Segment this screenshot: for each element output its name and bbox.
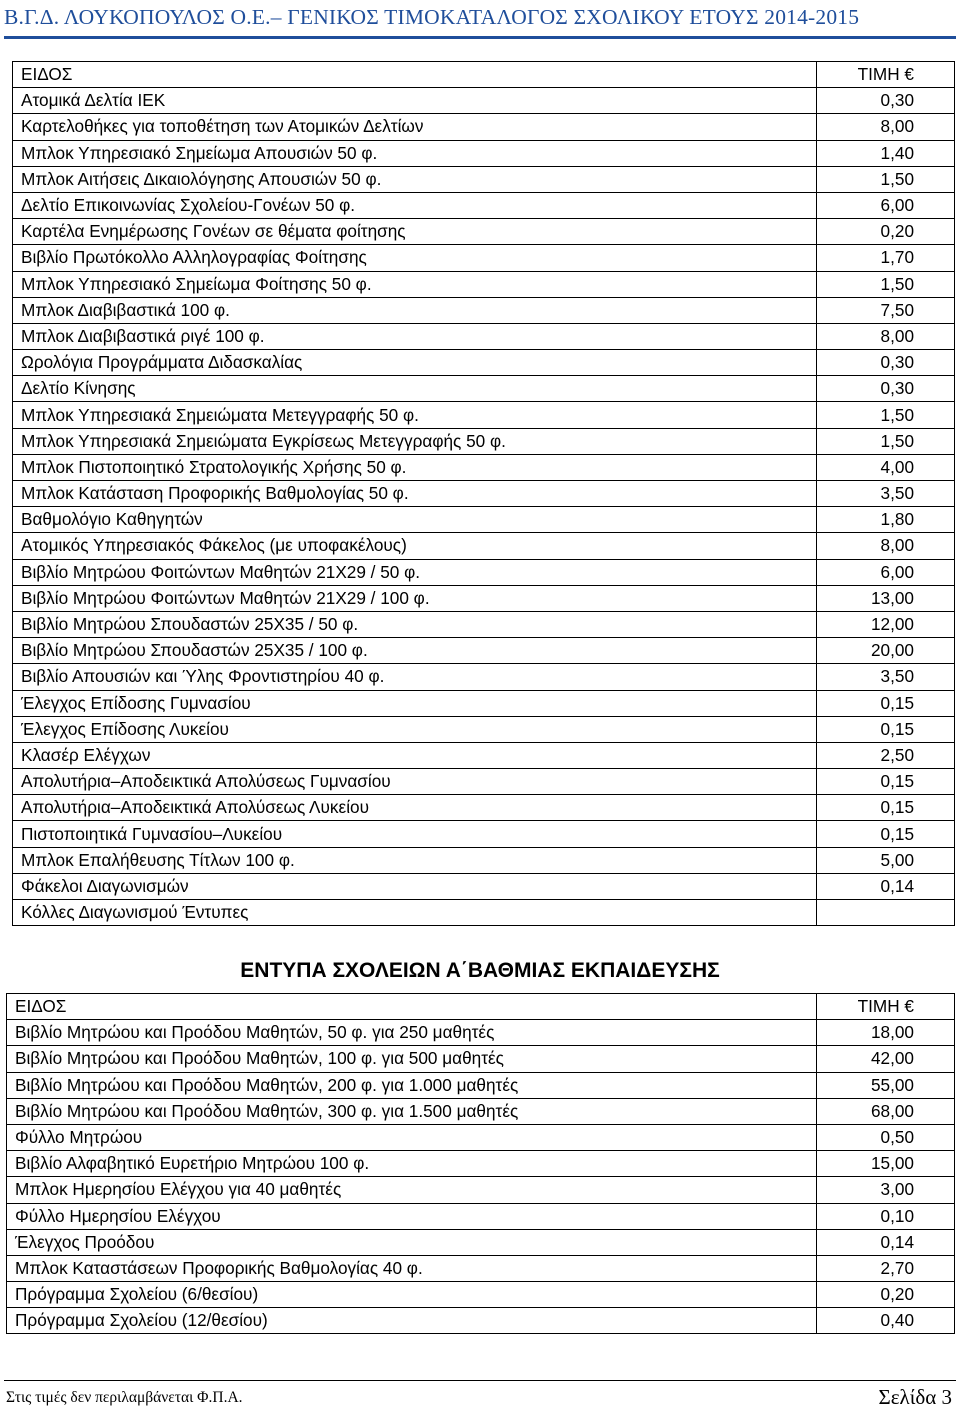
item-price: 68,00 [817,1098,955,1124]
table-row [7,1098,955,1124]
item-price: 8,00 [817,323,955,349]
table-row [13,323,955,349]
item-price: 1,80 [817,507,955,533]
table-row [13,664,955,690]
item-price: 0,15 [817,795,955,821]
item-name: Βιβλίο Πρωτόκολλο Αλληλογραφίας Φοίτησης [13,245,817,271]
table-row [13,376,955,402]
item-price: 0,10 [817,1203,955,1229]
item-name: Πιστοποιητικά Γυμνασίου–Λυκείου [13,821,817,847]
table-row [7,1282,955,1308]
item-name: Μπλοκ Διαβιβαστικά 100 φ. [13,297,817,323]
price-table-primary-schools [6,993,955,1334]
item-name: Βιβλίο Μητρώου και Προόδου Μαθητών, 50 φ. για 250 μαθητές [7,1020,817,1046]
item-name: Πρόγραμμα Σχολείου (12/θεσίου) [7,1308,817,1334]
section-title-primary-schools: ΕΝΤΥΠΑ ΣΧΟΛΕΙΩΝ Α΄ΒΑΘΜΙΑΣ ΕΚΠΑΙΔΕΥΣΗΣ [240,959,720,982]
item-price: 42,00 [817,1046,955,1072]
item-name: Μπλοκ Κατάσταση Προφορικής Βαθμολογίας 50 φ. [13,481,817,507]
table-row [13,821,955,847]
item-price: 55,00 [817,1072,955,1098]
item-name: Βιβλίο Μητρώου Φοιτώντων Μαθητών 21Χ29 / 50 φ. [13,559,817,585]
item-price: 6,00 [817,559,955,585]
column-header-item: ΕΙΔΟΣ [7,994,817,1020]
table-row [7,1203,955,1229]
footer-vat-note: Στις τιμές δεν περιλαμβάνεται Φ.Π.Α. [6,1389,243,1406]
item-name: Πρόγραμμα Σχολείου (6/θεσίου) [7,1282,817,1308]
item-price: 1,50 [817,271,955,297]
item-price: 20,00 [817,638,955,664]
table-row [13,192,955,218]
item-price: 0,20 [817,1282,955,1308]
item-name: Δελτίο Επικοινωνίας Σχολείου-Γονέων 50 φ. [13,192,817,218]
table-row [13,533,955,559]
table-row [13,428,955,454]
table-row [13,507,955,533]
table-row [13,638,955,664]
table-row [7,1308,955,1334]
item-name: Ατομικός Υπηρεσιακός Φάκελος (με υποφακέλους) [13,533,817,559]
table-row [13,481,955,507]
item-price: 1,50 [817,402,955,428]
table-row [13,873,955,899]
item-price: 5,00 [817,847,955,873]
item-price: 2,50 [817,742,955,768]
item-price: 1,70 [817,245,955,271]
table-row [13,88,955,114]
item-price: 0,15 [817,821,955,847]
table-row [7,1046,955,1072]
footer-page-number: Σελίδα 3 [878,1385,952,1409]
item-name: Έλεγχος Προόδου [7,1229,817,1255]
item-name: Ωρολόγια Προγράμματα Διδασκαλίας [13,350,817,376]
item-name: Μπλοκ Αιτήσεις Δικαιολόγησης Απουσιών 50 φ. [13,166,817,192]
table-row [13,219,955,245]
table-row [13,847,955,873]
table-row [13,350,955,376]
item-price: 15,00 [817,1151,955,1177]
item-name: Απολυτήρια–Αποδεικτικά Απολύσεως Λυκείου [13,795,817,821]
item-name: Ατομικά Δελτία ΙΕΚ [13,88,817,114]
item-name: Βιβλίο Μητρώου και Προόδου Μαθητών, 300 φ. για 1.500 μαθητές [7,1098,817,1124]
table-row [13,742,955,768]
table-row [7,1072,955,1098]
item-name: Βαθμολόγιο Καθηγητών [13,507,817,533]
item-name: Καρτέλα Ενημέρωσης Γονέων σε θέματα φοίτησης [13,219,817,245]
item-name: Κόλλες Διαγωνισμού Έντυπες [13,900,817,926]
item-price: 2,70 [817,1255,955,1281]
item-name: Βιβλίο Μητρώου και Προόδου Μαθητών, 200 φ. για 1.000 μαθητές [7,1072,817,1098]
item-name: Βιβλίο Αλφαβητικό Ευρετήριο Μητρώου 100 φ. [7,1151,817,1177]
item-price: 0,15 [817,690,955,716]
table-row [7,1151,955,1177]
table-row [13,611,955,637]
item-name: Έλεγχος Επίδοσης Γυμνασίου [13,690,817,716]
item-price: 0,30 [817,350,955,376]
item-name: Κλασέρ Ελέγχων [13,742,817,768]
item-price: 12,00 [817,611,955,637]
table-row [13,690,955,716]
table-row [13,716,955,742]
table-row [13,585,955,611]
item-price: 0,14 [817,873,955,899]
item-name: Μπλοκ Καταστάσεων Προφορικής Βαθμολογίας 40 φ. [7,1255,817,1281]
table-row [13,166,955,192]
item-name: Φύλλο Μητρώου [7,1124,817,1150]
item-name: Φάκελοι Διαγωνισμών [13,873,817,899]
item-price: 4,00 [817,454,955,480]
item-name: Φύλλο Ημερησίου Ελέγχου [7,1203,817,1229]
item-price: 0,20 [817,219,955,245]
table-row [13,297,955,323]
item-name: Μπλοκ Πιστοποιητικό Στρατολογικής Χρήσης 50 φ. [13,454,817,480]
column-header-item: ΕΙΔΟΣ [13,62,817,88]
item-name: Μπλοκ Υπηρεσιακά Σημειώματα Εγκρίσεως Μετεγγραφής 50 φ. [13,428,817,454]
price-table-general [12,61,955,926]
item-price: 1,50 [817,166,955,192]
item-price: 0,30 [817,376,955,402]
item-name: Μπλοκ Διαβιβαστικά ριγέ 100 φ. [13,323,817,349]
item-price: 1,40 [817,140,955,166]
table-header-row [13,62,955,88]
table-header-row [7,994,955,1020]
item-price: 8,00 [817,533,955,559]
item-name: Έλεγχος Επίδοσης Λυκείου [13,716,817,742]
table-row [13,559,955,585]
item-name: Βιβλίο Μητρώου Φοιτώντων Μαθητών 21Χ29 / 100 φ. [13,585,817,611]
item-name: Βιβλίο Μητρώου και Προόδου Μαθητών, 100 φ. για 500 μαθητές [7,1046,817,1072]
item-name: Βιβλίο Μητρώου Σπουδαστών 25Χ35 / 100 φ. [13,638,817,664]
table-row [13,140,955,166]
table-row [7,1255,955,1281]
item-price: 0,40 [817,1308,955,1334]
table-row [7,1229,955,1255]
item-price: 18,00 [817,1020,955,1046]
item-price: 7,50 [817,297,955,323]
table-row [13,245,955,271]
item-price: 8,00 [817,114,955,140]
item-name: Βιβλίο Απουσιών και Ύλης Φροντιστηρίου 40 φ. [13,664,817,690]
document-header-title: Β.Γ.Δ. ΛΟΥΚΟΠΟΥΛΟΣ Ο.Ε.– ΓΕΝΙΚΟΣ ΤΙΜΟΚΑΤΑΛΟΓΟΣ ΣΧΟΛΙΚΟΥ ΕΤΟΥΣ 2014-2015 [4,5,860,29]
table-row [7,1124,955,1150]
item-price: 0,15 [817,716,955,742]
item-price: 3,50 [817,481,955,507]
column-header-price: ΤΙΜΗ € [817,994,955,1020]
item-price: 3,50 [817,664,955,690]
item-name: Δελτίο Κίνησης [13,376,817,402]
item-name: Βιβλίο Μητρώου Σπουδαστών 25Χ35 / 50 φ. [13,611,817,637]
header-divider [4,36,956,39]
item-price: 0,14 [817,1229,955,1255]
table-row [13,454,955,480]
item-price: 3,00 [817,1177,955,1203]
table-row [7,1020,955,1046]
table-row [13,769,955,795]
item-price [817,900,955,926]
table-row [13,271,955,297]
item-name: Μπλοκ Ημερησίου Ελέγχου για 40 μαθητές [7,1177,817,1203]
item-price: 1,50 [817,428,955,454]
item-name: Μπλοκ Υπηρεσιακό Σημείωμα Φοίτησης 50 φ. [13,271,817,297]
item-price: 0,50 [817,1124,955,1150]
item-price: 6,00 [817,192,955,218]
item-name: Μπλοκ Υπηρεσιακό Σημείωμα Απουσιών 50 φ. [13,140,817,166]
table-row [13,900,955,926]
item-price: 13,00 [817,585,955,611]
item-price: 0,30 [817,88,955,114]
item-name: Καρτελοθήκες για τοποθέτηση των Ατομικών Δελτίων [13,114,817,140]
item-name: Μπλοκ Υπηρεσιακά Σημειώματα Μετεγγραφής 50 φ. [13,402,817,428]
footer-divider [4,1380,956,1381]
item-name: Απολυτήρια–Αποδεικτικά Απολύσεως Γυμνασίου [13,769,817,795]
table-row [13,402,955,428]
item-price: 0,15 [817,769,955,795]
table-row [7,1177,955,1203]
item-name: Μπλοκ Επαλήθευσης Τίτλων 100 φ. [13,847,817,873]
table-row [13,795,955,821]
table-row [13,114,955,140]
column-header-price: ΤΙΜΗ € [817,62,955,88]
